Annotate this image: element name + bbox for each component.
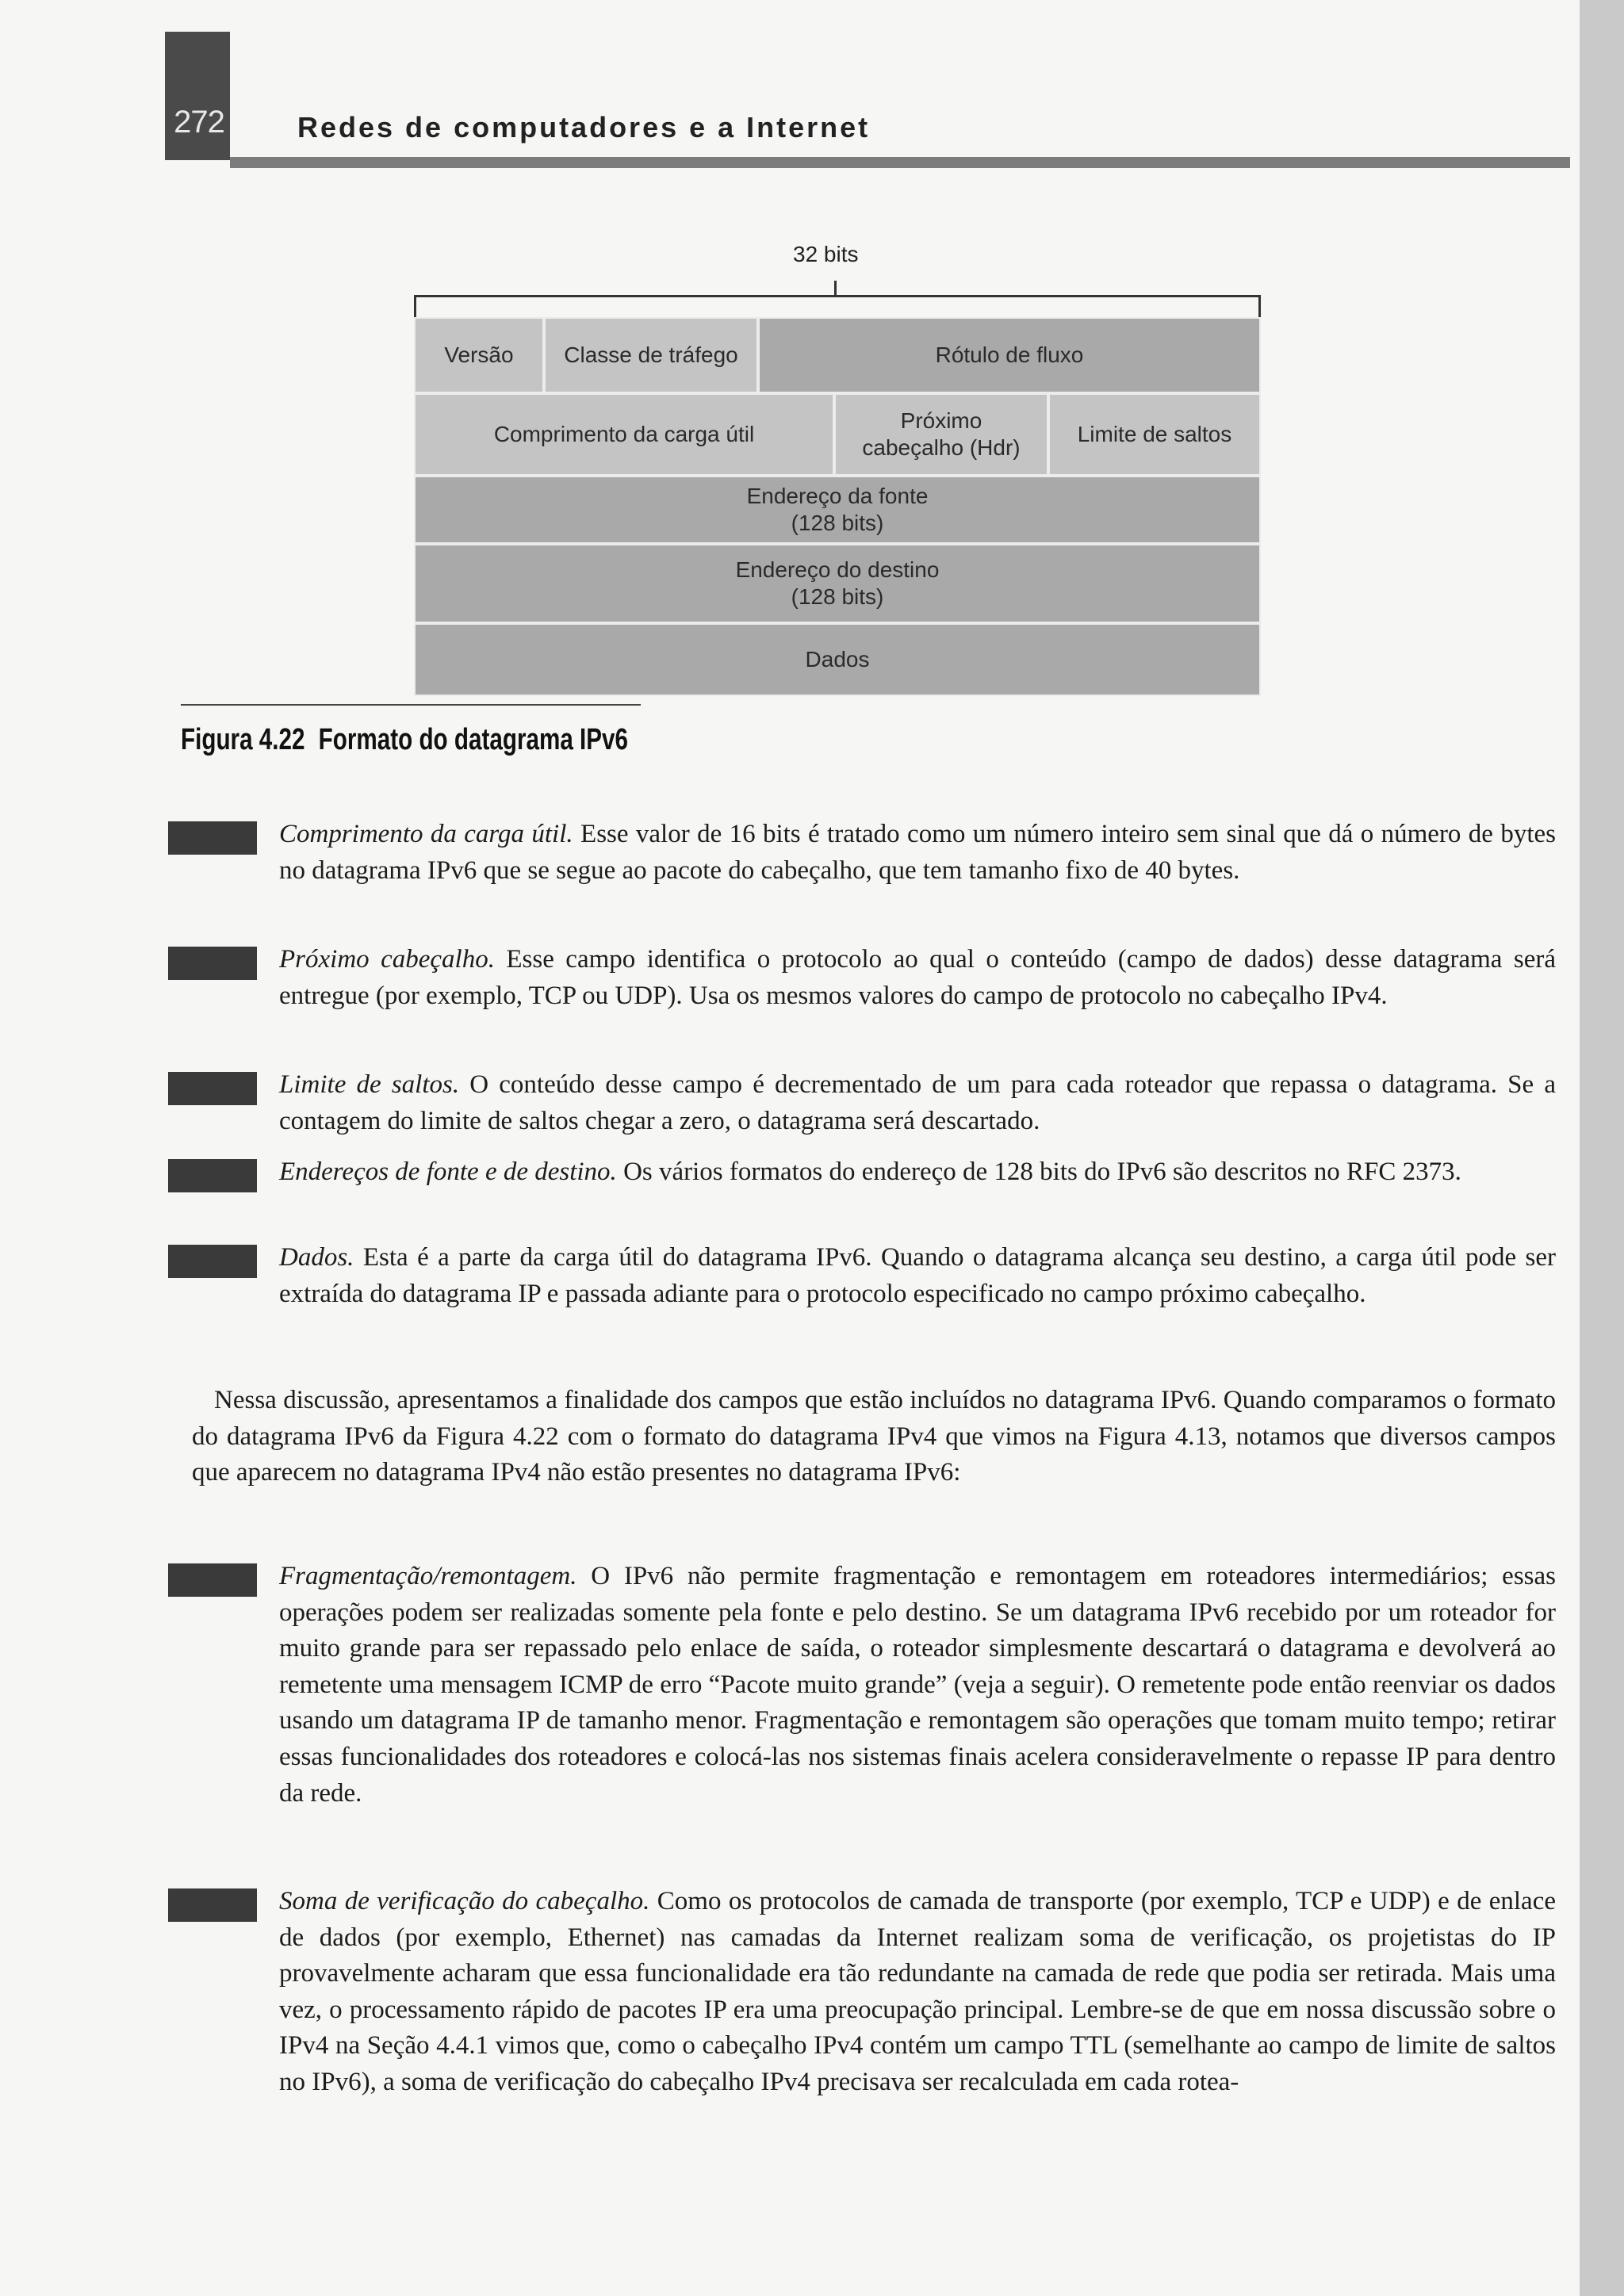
figure-number: Figura 4.22 (181, 723, 305, 756)
bits-bracket-left-tick (414, 295, 416, 317)
bits-width-label: 32 bits (793, 242, 859, 266)
bits-bracket-line (414, 295, 1261, 297)
field-source-address: Endereço da fonte (128 bits) (414, 476, 1261, 544)
bullet-marker (168, 821, 257, 855)
bullet-marker (168, 1072, 257, 1105)
bullet-marker (168, 947, 257, 980)
removed-fragmentation: Fragmentação/remontagem. O IPv6 não permite fragmentação e remontagem em roteadores intermediários; essas operações podem ser realizadas somente pela fonte e pelo destino. Se um datagrama IPv6 recebido por um roteador for muito grande para ser repassado pelo enlace de saída, o roteador simplesmente descartará o datagrama e devolverá ao remetente uma mensagem ICMP de erro “Pacote muito grande” (veja a seguir). O remetente pode então reenviar os dados usando um datagrama IP de tamanho menor. Fragmentação e remontagem são operações que tomam muito tempo; retirar essas funcionalidades dos roteadores e colocá-las nos sistemas finais acelera consideravelmente o repasse IP para dentro da rede. (279, 1562, 1556, 1808)
field-traffic-class: Classe de tráfego (544, 317, 758, 393)
field-flow-label: Rótulo de fluxo (758, 317, 1261, 393)
removed-header-checksum: Soma de verificação do cabeçalho. Como os protocolos de camada de transporte (por exemplo, TCP e UDP) e de enlace de dados (por exemplo, Ethernet) nas camadas da Internet realizam soma de verificação, os projetistas do IP provavelmente acharam que essa funcionalidade era tão redundante na camada de rede que podia ser retirada. Mais uma vez, o processamento rápido de pacotes IP era uma preocupação principal. Lembre-se de que em nossa discussão sobre o IPv4 na Seção 4.4.1 vimos que, como o cabeçalho IPv4 contém um campo TTL (semelhante ao campo de limite de saltos no IPv6), a soma de verificação do cabeçalho IPv4 precisava ser recalculada em cada rotea- (279, 1887, 1556, 2096)
description-hop-limit: Limite de saltos. O conteúdo desse campo é decrementado de um para cada roteador que repassa o datagrama. Se a contagem do limite de saltos chegar a zero, o datagrama será descartado. (279, 1070, 1556, 1135)
field-next-header: Próximo cabeçalho (Hdr) (834, 393, 1048, 476)
field-data: Dados (414, 623, 1261, 696)
figure-title: Formato do datagrama IPv6 (318, 723, 629, 756)
description-payload-length: Comprimento da carga útil. Esse valor de 16 bits é tratado como um número inteiro sem sinal que dá o número de bytes no datagrama IPv6 que se segue ao pacote do cabeçalho, que tem tamanho fixo de 40 bytes. (279, 820, 1556, 885)
header-rule (230, 157, 1570, 168)
bullet-marker (168, 1888, 257, 1922)
figure-caption-rule (181, 704, 641, 706)
bits-bracket-center-tick (834, 281, 837, 297)
bullet-marker (168, 1159, 257, 1192)
field-hop-limit: Limite de saltos (1048, 393, 1261, 476)
description-data: Dados. Esta é a parte da carga útil do datagrama IPv6. Quando o datagrama alcança seu destino, a carga útil pode ser extraída do datagrama IP e passada adiante para o protocolo especificado no campo próximo cabeçalho. (279, 1243, 1556, 1308)
page-edge-shadow (1580, 0, 1624, 2296)
bullet-marker (168, 1563, 257, 1597)
description-addresses: Endereços de fonte e de destino. Os vários formatos do endereço de 128 bits do IPv6 são descritos no RFC 2373. (279, 1158, 1461, 1186)
figure-caption (181, 723, 628, 757)
description-next-header: Próximo cabeçalho. Esse campo identifica o protocolo ao qual o conteúdo (campo de dados) desse datagrama será entregue (por exemplo, TCP ou UDP). Usa os mesmos valores do campo de protocolo no cabeçalho IPv4. (279, 945, 1556, 1010)
field-destination-address: Endereço do destino (128 bits) (414, 544, 1261, 623)
field-version: Versão (414, 317, 544, 393)
bullet-marker (168, 1245, 257, 1278)
running-head: Redes de computadores e a Internet (297, 111, 871, 144)
field-payload-length: Comprimento da carga útil (414, 393, 834, 476)
bits-bracket-right-tick (1258, 295, 1261, 317)
body-paragraph: Nessa discussão, apresentamos a finalidade dos campos que estão incluídos no datagrama IPv6. Quando comparamos o formato do datagrama IPv6 da Figura 4.22 com o formato do datagrama IPv4 que vimos na Figura 4.13, notamos que diversos campos que aparecem no datagrama IPv4 não estão presentes no datagrama IPv6: (192, 1386, 1556, 1487)
page-number-tab (165, 32, 230, 160)
page-number: 272 (174, 105, 224, 140)
